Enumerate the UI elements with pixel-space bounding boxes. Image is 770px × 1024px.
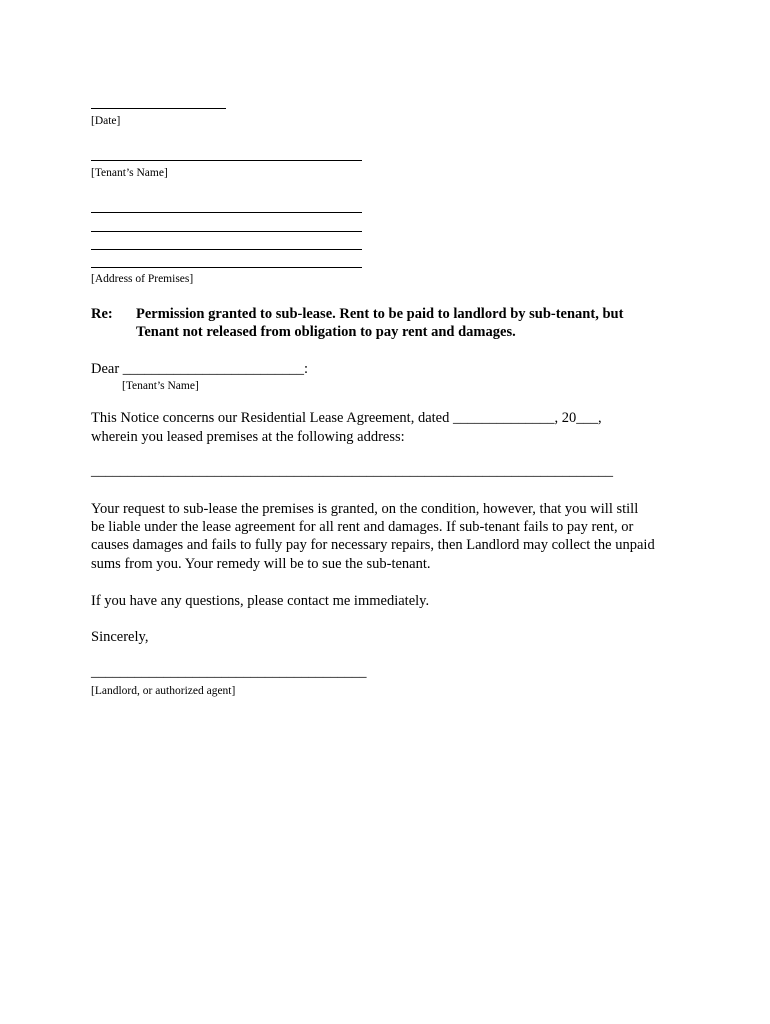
notice-line: wherein you leased premises at the following address: [91, 429, 405, 445]
tenant-name-label: [Tenant’s Name] [91, 167, 168, 179]
address-blank-line [91, 249, 362, 250]
address-label: [Address of Premises] [91, 273, 194, 285]
paragraph-line: be liable under the lease agreement for all rent and damages. If sub-tenant fails to pay rent, or [91, 519, 634, 536]
address-blank-line [91, 212, 362, 213]
paragraph-line: Your request to sub-lease the premises is granted, on the condition, however, that you will still [91, 501, 639, 517]
re-subject-line: Permission granted to sub-lease. Rent to be paid to landlord by sub-tenant, but [136, 306, 624, 322]
notice-line: This Notice concerns our Residential Lease Agreement, dated ______________, 20___, [91, 410, 602, 426]
address-blank-line [91, 267, 362, 268]
premises-address-blank: ________________________________________________________________________ [91, 463, 613, 479]
signer-label: [Landlord, or authorized agent] [91, 685, 236, 697]
salutation: Dear _________________________: [91, 361, 309, 377]
re-label: Re: [91, 306, 113, 322]
closing-sincerely: Sincerely, [91, 629, 149, 645]
questions-line: If you have any questions, please contact me immediately. [91, 593, 430, 609]
date-label: [Date] [91, 115, 121, 127]
signature-blank: ______________________________________ [91, 664, 367, 680]
tenant-name-blank-line [91, 160, 362, 161]
body-paragraph [91, 500, 655, 573]
salutation-tenant-label: [Tenant’s Name] [122, 380, 199, 392]
paragraph-line: sums from you. Your remedy will be to sue the sub-tenant. [91, 555, 431, 572]
address-blank-line [91, 231, 362, 232]
re-subject [136, 305, 623, 341]
paragraph-line: causes damages and fails to fully pay for necessary repairs, then Landlord may collect the unpaid [91, 537, 655, 554]
re-subject-line: Tenant not released from obligation to pay rent and damages. [136, 324, 516, 340]
date-blank-line [91, 108, 226, 109]
